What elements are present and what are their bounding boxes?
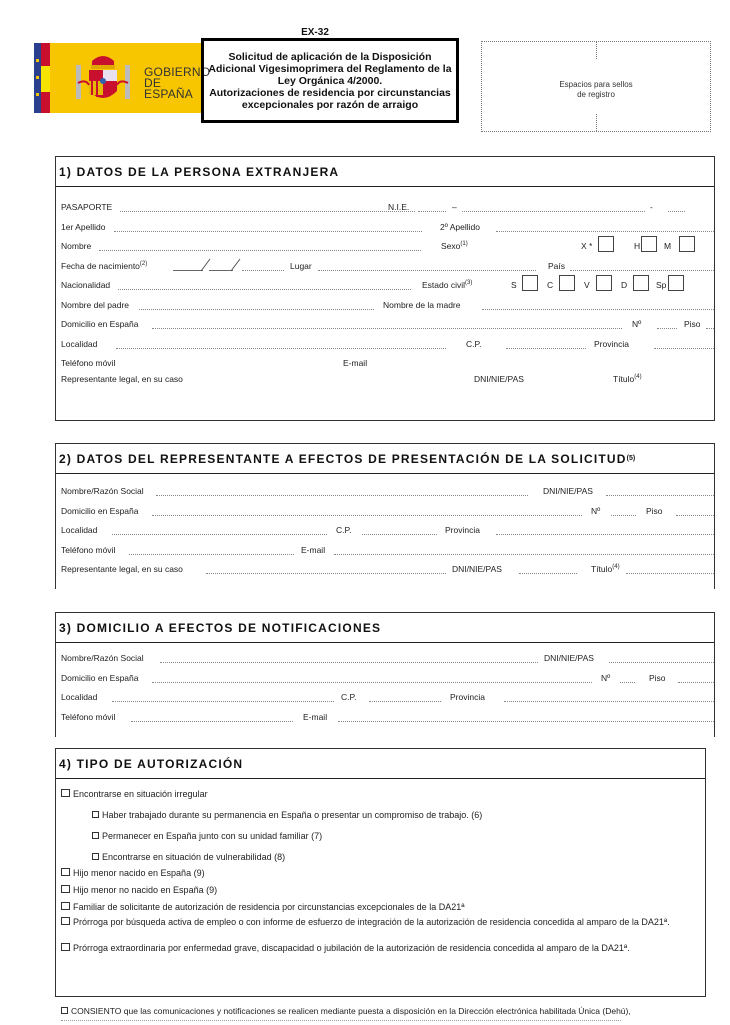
input-piso[interactable] xyxy=(676,515,714,516)
label-sexo xyxy=(441,241,468,251)
checkbox-divorciado[interactable] xyxy=(633,275,649,291)
input-nie-letter[interactable] xyxy=(418,211,446,212)
option-label: Prórroga extraordinaria por enfermedad grave, discapacidad o jubilación de la autorización de residencia concedida al amparo de la DA21ª. xyxy=(73,943,630,953)
star-icon xyxy=(36,59,39,62)
section-datos-persona-extranjera xyxy=(55,156,715,421)
label-titulo-text: Título xyxy=(591,564,613,574)
label-domicilio: Domicilio en España xyxy=(61,319,139,329)
row-nombre-sexo xyxy=(56,237,714,257)
row-localidad xyxy=(56,688,714,708)
form-code: EX-32 xyxy=(301,27,329,38)
section-tipo-autorizacion xyxy=(55,748,706,997)
row-localidad xyxy=(56,335,714,355)
stamp-label xyxy=(482,80,710,100)
option-label: Hijo menor nacido en España (9) xyxy=(73,868,205,878)
row-domicilio xyxy=(56,315,714,335)
label-numero: Nº xyxy=(601,672,611,683)
checkbox-sexo-m[interactable] xyxy=(679,236,695,252)
section-title: 4) TIPO DE AUTORIZACIÓN xyxy=(56,749,705,779)
input-telefono[interactable] xyxy=(129,554,294,555)
label-fecha-text: Fecha de nacimiento xyxy=(61,260,140,271)
label-numero: Nº xyxy=(591,505,601,516)
label-telefono: Teléfono móvil xyxy=(61,711,116,722)
input-localidad[interactable] xyxy=(112,701,334,702)
label-estado-civil-text: Estado civil xyxy=(422,280,465,290)
consent-text-continuation xyxy=(61,1020,621,1025)
section-title: 3) DOMICILIO A EFECTOS DE NOTIFICACIONES xyxy=(56,613,714,643)
checkbox-casado[interactable] xyxy=(559,275,575,291)
checkbox-icon[interactable] xyxy=(92,811,99,818)
label-nombre: Nombre/Razón Social xyxy=(61,653,144,663)
label-ec-v: V xyxy=(584,280,590,290)
checkbox-separado[interactable] xyxy=(668,275,684,291)
label-localidad: Localidad xyxy=(61,525,98,535)
label-piso: Piso xyxy=(646,505,663,516)
input-telefono[interactable] xyxy=(131,721,293,722)
label-sexo-text: Sexo xyxy=(441,241,461,251)
label-lugar: Lugar xyxy=(290,260,312,271)
option-familiar-solicitante[interactable] xyxy=(61,902,465,912)
checkbox-icon[interactable] xyxy=(61,917,70,925)
divider xyxy=(596,114,597,131)
input-apellido2[interactable] xyxy=(496,231,714,232)
label-ec-d: D xyxy=(621,280,628,290)
title-line: Autorizaciones de residencia por circunstancias xyxy=(209,86,451,99)
input-padre[interactable] xyxy=(139,309,374,310)
stamp-label-line1: Espacios para sellos xyxy=(559,80,633,89)
input-piso[interactable] xyxy=(678,682,714,683)
title-line: excepcionales por razón de arraigo xyxy=(241,98,419,111)
label-titulo xyxy=(613,374,642,384)
option-label: Permanecer en España junto con su unidad familiar (7) xyxy=(102,831,323,841)
row-domicilio xyxy=(56,669,714,689)
label-sexo-m: M xyxy=(664,241,672,251)
section-title xyxy=(56,444,714,474)
label-titulo-text: Título xyxy=(613,373,635,384)
label-piso: Piso xyxy=(649,672,666,683)
label-representante: Representante legal, en su caso xyxy=(61,373,183,384)
label-nie: N.I.E. xyxy=(388,202,410,212)
input-email[interactable] xyxy=(338,721,714,722)
input-numero[interactable] xyxy=(657,328,677,329)
row-nacimiento xyxy=(56,257,714,277)
row-telefono xyxy=(56,541,714,561)
checkbox-icon[interactable] xyxy=(61,902,70,910)
input-piso[interactable] xyxy=(706,328,714,329)
divider xyxy=(596,42,597,59)
checkbox-icon[interactable] xyxy=(61,789,70,797)
consent-option[interactable] xyxy=(61,1006,631,1016)
label-numero: Nº xyxy=(632,319,642,329)
label-email: E-mail xyxy=(301,544,326,555)
input-cp[interactable] xyxy=(362,534,437,535)
label-apellido2: 2º Apellido xyxy=(440,221,480,232)
nie-separator: - xyxy=(650,202,653,212)
checkbox-icon[interactable] xyxy=(61,1007,68,1014)
label-titulo xyxy=(591,564,620,574)
row-apellidos xyxy=(56,218,714,238)
label-domicilio: Domicilio en España xyxy=(61,505,139,516)
option-label: Encontrarse en situación de vulnerabilidad (8) xyxy=(102,852,286,862)
label-ec-c: C xyxy=(547,280,554,290)
input-cp[interactable] xyxy=(506,348,586,349)
input-nombre[interactable] xyxy=(156,495,528,496)
footnote-ref: (3) xyxy=(465,280,473,287)
input-nacionalidad[interactable] xyxy=(118,289,411,290)
checkbox-soltero[interactable] xyxy=(522,275,538,291)
label-dni: DNI/NIE/PAS xyxy=(452,564,502,574)
input-provincia[interactable] xyxy=(496,534,714,535)
label-cp: C.P. xyxy=(341,692,357,702)
footnote-ref: (4) xyxy=(612,564,620,571)
option-unidad-familiar[interactable] xyxy=(92,831,322,841)
section-title: 1) DATOS DE LA PERSONA EXTRANJERA xyxy=(56,157,714,187)
label-localidad: Localidad xyxy=(61,338,98,349)
row-nombre xyxy=(56,482,714,502)
input-domicilio[interactable] xyxy=(152,515,582,516)
input-nombre[interactable] xyxy=(160,662,538,663)
option-label: Familiar de solicitante de autorización de residencia por circunstancias excepcionales de la DA21ª xyxy=(73,902,465,912)
label-estado-civil xyxy=(422,280,472,290)
stamp-label-line2: de registro xyxy=(577,90,615,99)
flag-stripe xyxy=(41,43,50,113)
label-nacionalidad: Nacionalidad xyxy=(61,280,111,290)
checkbox-icon[interactable] xyxy=(61,868,70,876)
footnote-ref: (1) xyxy=(460,241,468,248)
checkbox-sexo-x[interactable] xyxy=(598,236,614,252)
input-domicilio[interactable] xyxy=(152,328,622,329)
coat-of-arms-icon xyxy=(72,53,134,105)
footnote-ref: (5) xyxy=(626,455,636,462)
input-nombre[interactable] xyxy=(99,250,421,251)
option-vulnerabilidad[interactable] xyxy=(92,852,285,862)
input-email[interactable] xyxy=(334,554,714,555)
label-sexo-x: X * xyxy=(581,241,593,251)
label-email: E-mail xyxy=(303,711,328,722)
star-icon xyxy=(36,93,39,96)
title-line: Ley Orgánica 4/2000. xyxy=(277,74,383,87)
input-provincia[interactable] xyxy=(654,348,714,349)
label-ec-s: S xyxy=(511,280,517,290)
row-representante xyxy=(56,560,714,580)
input-cp[interactable] xyxy=(369,701,441,702)
input-dni[interactable] xyxy=(519,573,577,574)
label-representante: Representante legal, en su caso xyxy=(61,564,183,574)
checkbox-viudo[interactable] xyxy=(596,275,612,291)
checkbox-sexo-h[interactable] xyxy=(641,236,657,252)
option-label: Prórroga por búsqueda activa de empleo o con informe de esfuerzo de integración de la autorización de residencia concedida al amparo de la DA21ª. xyxy=(73,917,670,927)
option-situacion-irregular[interactable] xyxy=(61,789,208,799)
label-pais: País xyxy=(548,260,566,271)
input-lugar[interactable] xyxy=(318,270,536,271)
label-pasaporte: PASAPORTE xyxy=(61,202,113,212)
row-telefono xyxy=(56,708,714,728)
label-sexo-h: H xyxy=(634,241,641,251)
row-domicilio xyxy=(56,502,714,522)
label-nombre: Nombre xyxy=(61,241,92,251)
row-padres xyxy=(56,296,714,316)
checkbox-icon[interactable] xyxy=(61,943,70,951)
input-numero[interactable] xyxy=(620,682,635,683)
label-telefono: Teléfono móvil xyxy=(61,358,116,368)
label-localidad: Localidad xyxy=(61,692,98,702)
gobierno-de-espana-logo xyxy=(34,43,211,113)
input-anio[interactable] xyxy=(242,270,284,271)
checkbox-icon[interactable] xyxy=(92,832,99,839)
row-representante xyxy=(56,374,714,390)
option-hijo-nacido[interactable] xyxy=(61,868,205,878)
label-madre: Nombre de la madre xyxy=(383,299,461,310)
footnote-ref: (2) xyxy=(139,260,148,267)
label-provincia: Provincia xyxy=(594,338,629,349)
label-cp: C.P. xyxy=(466,338,482,349)
input-provincia[interactable] xyxy=(504,701,714,702)
section-datos-representante xyxy=(55,443,715,589)
consent-text: que las comunicaciones y notificaciones se realicen mediante puesta a disposición en la Dirección electrónica habilitada Única (Dehú), xyxy=(121,1006,631,1016)
option-haber-trabajado[interactable] xyxy=(92,810,482,820)
section-title-text: 2) DATOS DEL REPRESENTANTE A EFECTOS DE PRESENTACIÓN DE LA SOLICITUD xyxy=(59,451,627,466)
input-madre[interactable] xyxy=(482,309,714,310)
consent-keyword: CONSIENTO xyxy=(71,1006,122,1016)
label-email: E-mail xyxy=(343,358,368,368)
input-dni[interactable] xyxy=(609,662,714,663)
row-nombre xyxy=(56,649,714,669)
star-icon xyxy=(36,76,39,79)
input-nie-control[interactable] xyxy=(668,211,685,212)
logo-text-line1: GOBIERNO xyxy=(144,65,211,79)
registry-stamp-area xyxy=(481,41,711,132)
option-hijo-no-nacido[interactable] xyxy=(61,885,217,895)
input-pais[interactable] xyxy=(570,270,714,271)
option-label: Hijo menor no nacido en España (9) xyxy=(73,885,218,895)
label-provincia: Provincia xyxy=(445,525,480,535)
row-localidad xyxy=(56,521,714,541)
label-apellido1: 1er Apellido xyxy=(61,221,106,232)
row-pasaporte xyxy=(56,198,714,218)
option-prorroga-busqueda[interactable] xyxy=(61,917,711,928)
label-ec-sp: Sp xyxy=(656,280,667,290)
input-pasaporte[interactable] xyxy=(120,211,415,212)
option-label: Encontrarse en situación irregular xyxy=(73,789,208,799)
input-numero[interactable] xyxy=(611,515,636,516)
slash-separator xyxy=(229,258,241,272)
input-localidad[interactable] xyxy=(112,534,327,535)
title-line: Solicitud de aplicación de la Disposición xyxy=(228,50,432,63)
label-dni: DNI/NIE/PAS xyxy=(543,486,593,496)
form-title xyxy=(208,51,451,111)
input-dni[interactable] xyxy=(606,495,714,496)
label-telefono: Teléfono móvil xyxy=(61,544,116,555)
label-domicilio: Domicilio en España xyxy=(61,672,139,683)
input-apellido1[interactable] xyxy=(114,231,422,232)
option-label: Haber trabajado durante su permanencia en España o presentar un compromiso de trabajo. (6) xyxy=(102,810,483,820)
label-fecha-nacimiento xyxy=(61,261,147,271)
input-localidad[interactable] xyxy=(116,348,446,349)
section-domicilio-notificaciones xyxy=(55,612,715,737)
input-titulo[interactable] xyxy=(626,573,714,574)
label-dni: DNI/NIE/PAS xyxy=(544,653,594,663)
logo-text-line2: DE ESPAÑA xyxy=(144,76,193,101)
input-representante[interactable] xyxy=(206,573,446,574)
label-piso: Piso xyxy=(684,319,701,329)
label-dni: DNI/NIE/PAS xyxy=(474,373,524,384)
nie-separator: – xyxy=(452,202,457,212)
label-cp: C.P. xyxy=(336,525,352,535)
label-nombre: Nombre/Razón Social xyxy=(61,486,144,496)
row-nacionalidad xyxy=(56,276,714,296)
footnote-ref: (4) xyxy=(634,373,642,380)
label-padre: Nombre del padre xyxy=(61,299,130,310)
input-nie-number[interactable] xyxy=(462,211,645,212)
checkbox-icon[interactable] xyxy=(92,853,99,860)
checkbox-icon[interactable] xyxy=(61,885,70,893)
option-prorroga-extraordinaria[interactable] xyxy=(61,943,711,954)
input-domicilio[interactable] xyxy=(152,682,592,683)
row-telefono xyxy=(56,354,714,374)
form-title-box xyxy=(201,38,459,123)
label-provincia: Provincia xyxy=(450,692,485,702)
title-line: Adicional Vigesimoprimera del Reglamento de la xyxy=(208,62,452,75)
